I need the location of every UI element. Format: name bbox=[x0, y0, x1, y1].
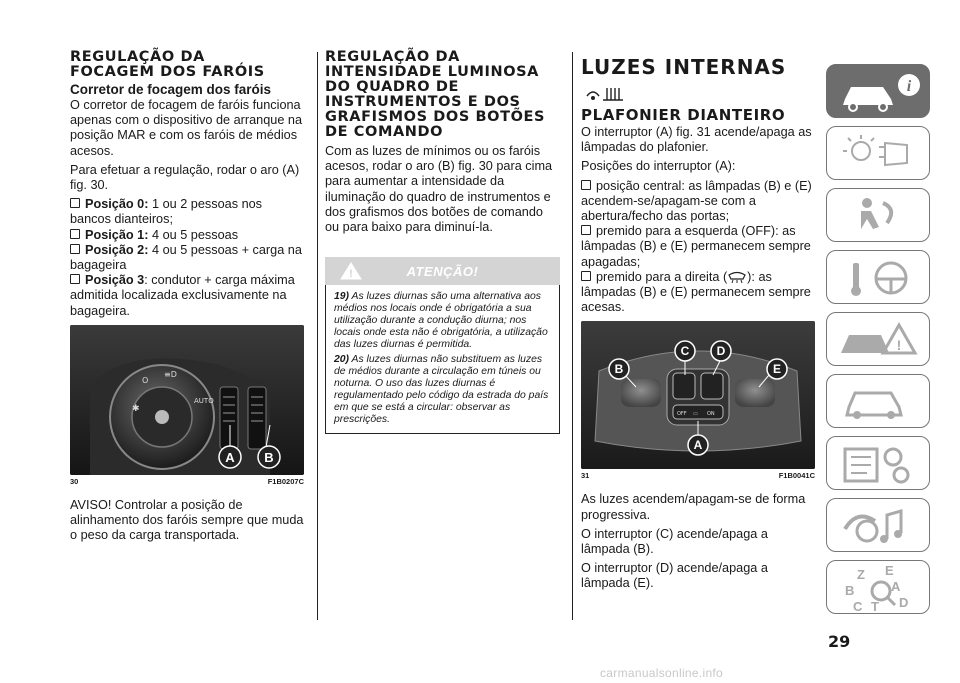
callout-b-label: B bbox=[264, 449, 274, 465]
paragraph: O interruptor (C) acende/apaga a lâmpada (B). bbox=[581, 526, 768, 557]
emergency-triangle-icon bbox=[827, 313, 931, 367]
index-letter: D bbox=[899, 595, 909, 610]
svg-text:i: i bbox=[906, 78, 912, 95]
callout-d-label: D bbox=[716, 344, 726, 359]
section-subheading: Corretor de focagem dos faróis bbox=[70, 82, 272, 97]
list-item bbox=[70, 197, 304, 227]
paragraph: Posições do interruptor (A): bbox=[581, 159, 736, 174]
chapter-tab-safety[interactable] bbox=[826, 188, 930, 242]
item-text: : condutor + carga máxima admitida localizada exclusivamente na bagageira. bbox=[70, 273, 295, 318]
item-label: Posição 3 bbox=[85, 273, 145, 288]
item-text: 1 ou 2 pessoas nos bancos dianteiros; bbox=[70, 197, 263, 227]
svg-text:ON: ON bbox=[707, 411, 715, 418]
paragraph: Para efetuar a regulação, rodar o aro (A) fig. 30. bbox=[70, 162, 300, 193]
chapter-tab-emergency[interactable] bbox=[826, 312, 930, 366]
figure-31-roof-light-photo bbox=[581, 321, 815, 469]
chapter-heading: LUZES INTERNAS bbox=[581, 55, 787, 79]
callout-e-label: E bbox=[772, 362, 782, 377]
list-item bbox=[581, 270, 815, 316]
svg-text:✱: ✱ bbox=[132, 403, 140, 414]
figure-number: 31 bbox=[581, 471, 590, 481]
column-instrument-lighting bbox=[325, 50, 560, 434]
checkbox-bullet-icon bbox=[581, 225, 591, 235]
chapter-tab-car-info[interactable] bbox=[826, 64, 930, 118]
svg-text:!: ! bbox=[349, 268, 353, 281]
checkbox-bullet-icon bbox=[70, 229, 80, 239]
technical-data-gears-icon bbox=[827, 437, 931, 491]
figure-code: F1B0041C bbox=[778, 471, 815, 481]
svg-text:!: ! bbox=[896, 337, 902, 353]
index-letter: B bbox=[845, 583, 855, 598]
footer-watermark: carmanualsonline.info bbox=[600, 666, 724, 680]
car-maintenance-icon bbox=[827, 375, 931, 429]
index-letters-icon bbox=[827, 561, 931, 615]
checkbox-bullet-icon bbox=[581, 180, 591, 190]
column-headlight-alignment bbox=[70, 50, 304, 547]
warning-number: 20) bbox=[334, 354, 350, 366]
figure-caption bbox=[581, 471, 815, 480]
paragraph: Com as luzes de mínimos ou os faróis acesos, rodar o aro (B) fig. 30 para cima para aumentar a intensidade da iluminação do quadro de instrumentos e dos grafismos dos botões de comando ou para baixo para diminuí-la. bbox=[325, 144, 553, 235]
warning-text: As luzes diurnas não substituem as luzes de médios durante a circulação em túneis ou noturna. O uso das luzes diurnas é regulamentado pelo código da estrada do país em que se está a circular: observar as prescrições. bbox=[334, 354, 549, 426]
page-number: 29 bbox=[828, 632, 851, 651]
index-letter: T bbox=[871, 599, 879, 614]
section-heading: REGULAÇÃO DA INTENSIDADE LUMINOSA DO QUADRO DE INSTRUMENTOS E DOS GRAFISMOS DOS BOTÕES DE COMANDO bbox=[325, 49, 546, 140]
list-item bbox=[581, 224, 815, 270]
checkbox-bullet-icon bbox=[70, 198, 80, 208]
callout-a-label: A bbox=[693, 438, 703, 453]
multimedia-music-icon bbox=[827, 499, 931, 553]
car-info-icon bbox=[827, 65, 931, 119]
item-text: posição central: as lâmpadas (B) e (E) acendem-se/apagam-se com a abertura/fecho das portas; bbox=[581, 178, 812, 224]
airbag-safety-icon bbox=[827, 189, 931, 243]
chapter-tab-index[interactable] bbox=[826, 560, 930, 614]
warning-number: 19) bbox=[334, 291, 350, 303]
column-divider bbox=[572, 52, 573, 620]
item-text: premido para a direita ( bbox=[596, 269, 728, 284]
callout-a-label: A bbox=[225, 449, 235, 465]
paragraph: As luzes acendem/apagam-se de forma progressiva. bbox=[581, 492, 806, 522]
chapter-tab-dashboard-lights[interactable] bbox=[826, 126, 930, 180]
warning-item bbox=[334, 291, 555, 351]
chapter-tab-starting-driving[interactable] bbox=[826, 250, 930, 304]
svg-text:▭: ▭ bbox=[693, 411, 698, 418]
warning-item bbox=[334, 354, 555, 426]
figure-number: 30 bbox=[70, 476, 79, 486]
item-text: ): as lâmpadas (B) e (E) permanecem sempre acesas. bbox=[581, 269, 811, 315]
warning-text: As luzes diurnas são uma alternativa aos médios nos locais onde é obrigatória a sua utilização durante a condução diurna; nos locais onde esta não é obrigatória, a utilização das luzes diurnas é permitida. bbox=[334, 291, 548, 351]
checkbox-bullet-icon bbox=[70, 244, 80, 254]
interior-light-icon bbox=[585, 84, 625, 104]
chapter-tab-technical-data[interactable] bbox=[826, 436, 930, 490]
dashboard-lights-icon bbox=[827, 127, 931, 181]
paragraph-warning-note: AVISO! Controlar a posição de alinhamento dos faróis sempre que muda o peso da carga transportada. bbox=[70, 497, 304, 543]
list-item bbox=[70, 273, 304, 319]
callout-c-label: C bbox=[680, 344, 690, 359]
section-heading: PLAFONIER DIANTEIRO bbox=[581, 106, 786, 124]
checkbox-bullet-icon bbox=[70, 274, 80, 284]
item-text: 4 ou 5 pessoas + carga na bagageira bbox=[70, 242, 302, 273]
svg-text:≡D: ≡D bbox=[164, 369, 177, 379]
figure-code: F1B0207C bbox=[267, 476, 304, 486]
chapter-tab-maintenance[interactable] bbox=[826, 374, 930, 428]
item-label: Posição 1: bbox=[85, 227, 149, 242]
list-item bbox=[581, 179, 815, 225]
paragraph: O interruptor (D) acende/apaga a lâmpada (E). bbox=[581, 561, 768, 591]
column-divider bbox=[317, 52, 318, 620]
list-item bbox=[70, 243, 304, 273]
key-steering-wheel-icon bbox=[827, 251, 931, 305]
figure-30-light-switch-photo bbox=[70, 325, 304, 475]
column-interior-lights bbox=[581, 56, 815, 596]
paragraph: O corretor de focagem de faróis funciona apenas com o dispositivo de arranque na posição MAR e com os faróis de médios acesos. bbox=[70, 98, 303, 158]
warning-header bbox=[325, 257, 560, 285]
warning-title: ATENÇÃO! bbox=[406, 264, 479, 280]
svg-text:AUTO: AUTO bbox=[194, 396, 214, 405]
index-letter: C bbox=[853, 599, 863, 614]
item-label: Posição 0: bbox=[85, 197, 149, 212]
list-item bbox=[70, 228, 304, 243]
checkbox-bullet-icon bbox=[581, 271, 591, 281]
warning-box bbox=[325, 285, 560, 434]
item-label: Posição 2: bbox=[85, 242, 149, 257]
index-letter: E bbox=[885, 563, 894, 578]
section-heading: REGULAÇÃO DA FOCAGEM DOS FARÓIS bbox=[70, 49, 265, 80]
item-text: 4 ou 5 pessoas bbox=[148, 227, 239, 242]
item-text: premido para a esquerda (OFF): as lâmpadas (B) e (E) permanecem sempre apagadas; bbox=[581, 224, 811, 269]
paragraph: O interruptor (A) fig. 31 acende/apaga as lâmpadas do plafonier. bbox=[581, 125, 812, 155]
index-letter: A bbox=[891, 579, 901, 594]
callout-b-label: B bbox=[614, 362, 624, 377]
svg-text:OFF: OFF bbox=[677, 411, 687, 418]
chapter-tab-multimedia[interactable] bbox=[826, 498, 930, 552]
svg-text:O: O bbox=[142, 375, 149, 385]
index-letter: Z bbox=[857, 567, 865, 582]
figure-caption bbox=[70, 477, 304, 486]
door-light-symbol-icon bbox=[727, 271, 747, 284]
